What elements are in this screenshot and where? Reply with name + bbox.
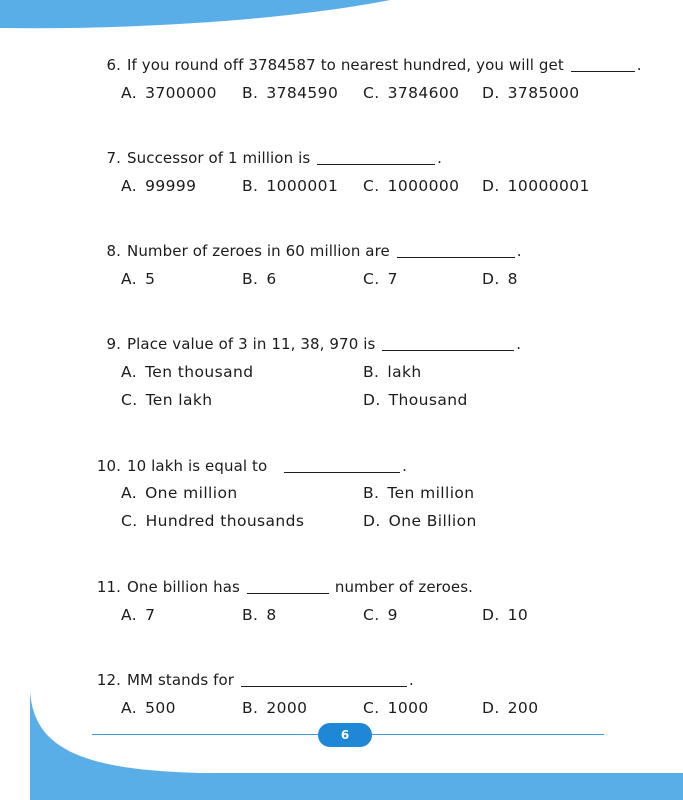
option-a[interactable]: A. One million [121,484,238,502]
question-text-end: . [408,671,414,689]
answer-blank[interactable] [382,336,514,351]
option-b[interactable]: B. 6 [242,270,277,288]
option-c[interactable]: C. Ten lakh [121,391,213,409]
question-text-end: . [516,335,522,353]
option-b[interactable]: B. 1000001 [242,177,339,195]
option-b[interactable]: B. 8 [242,606,277,624]
option-d[interactable]: D. One Billion [363,512,477,530]
option-c[interactable]: C. 1000000 [363,177,460,195]
option-a[interactable]: A. 99999 [121,177,197,195]
question-text-end: . [402,457,408,475]
footer-rule-right [372,734,604,735]
option-c[interactable]: C. 9 [363,606,398,624]
question-number: 9. [106,335,121,353]
option-b[interactable]: B. lakh [363,363,422,381]
option-a[interactable]: A. 7 [121,606,156,624]
question-text-end: . [516,242,522,260]
option-c[interactable]: C. 1000 [363,699,429,717]
question-number: 10. [96,457,121,475]
footer-rule-left [92,734,318,735]
answer-blank[interactable] [397,243,515,258]
question-text: Successor of 1 million is [127,149,311,167]
answer-blank[interactable] [241,672,407,687]
option-c[interactable]: C. Hundred thousands [121,512,305,530]
question-text: One billion has [127,578,240,596]
question-number: 11. [96,578,121,596]
question-number: 12. [96,671,121,689]
question-text-end: number of zeroes. [334,578,474,596]
option-a[interactable]: A. 500 [121,699,176,717]
top-decorative-band [0,0,390,28]
question-text: MM stands for [127,671,235,689]
question-text: 10 lakh is equal to [127,457,268,475]
option-c[interactable]: C. 3784600 [363,84,460,102]
option-b[interactable]: B. 2000 [242,699,308,717]
option-a[interactable]: A. 3700000 [121,84,217,102]
option-c[interactable]: C. 7 [363,270,398,288]
question-text: Number of zeroes in 60 million are [127,242,390,260]
option-d[interactable]: D. 10 [482,606,529,624]
question-number: 7. [106,149,121,167]
page-number-badge: 6 [318,723,372,747]
option-b[interactable]: B. 3784590 [242,84,339,102]
option-d[interactable]: D. 10000001 [482,177,590,195]
option-b[interactable]: B. Ten million [363,484,475,502]
question-number: 6. [106,56,121,74]
answer-blank[interactable] [247,579,329,594]
question-text-end: . [437,149,442,167]
question-text: Place value of 3 in 11, 38, 970 is [127,335,376,353]
question-text: If you round off 3784587 to nearest hundred, you will get [127,56,564,74]
answer-blank[interactable] [317,150,435,165]
option-d[interactable]: D. Thousand [363,391,468,409]
option-d[interactable]: D. 8 [482,270,518,288]
option-d[interactable]: D. 3785000 [482,84,580,102]
option-a[interactable]: A. Ten thousand [121,363,254,381]
question-number: 8. [106,242,121,260]
option-d[interactable]: D. 200 [482,699,539,717]
question-text-end: . [636,56,642,74]
answer-blank[interactable] [571,57,635,72]
answer-blank[interactable] [284,458,400,473]
option-a[interactable]: A. 5 [121,270,156,288]
